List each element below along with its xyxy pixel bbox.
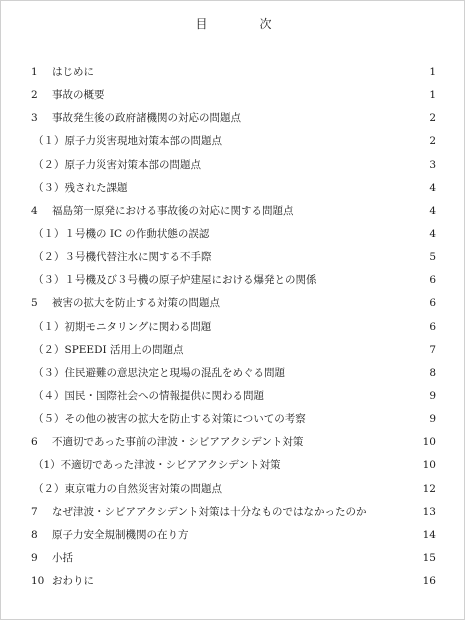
toc-entry-page: 7 xyxy=(429,343,436,356)
toc-entry[interactable] xyxy=(1,111,465,134)
toc-entry-number: 8 xyxy=(31,528,38,541)
toc-entry-page: 13 xyxy=(422,505,436,518)
toc-entry[interactable] xyxy=(1,528,465,551)
toc-entry-page: 14 xyxy=(422,528,436,541)
toc-entry-page: 2 xyxy=(429,112,436,125)
toc-entry-page: 16 xyxy=(422,575,436,588)
toc-entry[interactable] xyxy=(1,227,465,250)
toc-entry-page: 15 xyxy=(422,551,436,564)
toc-entry-number: 4 xyxy=(31,204,38,217)
toc-entry-label: （３）残された課題 xyxy=(33,181,128,194)
toc-entry-label: 原子力安全規制機関の在り方 xyxy=(52,528,189,541)
toc-entry-page: 9 xyxy=(429,413,436,426)
toc-entry[interactable] xyxy=(1,65,465,88)
toc-title: 目 次 xyxy=(195,17,292,31)
toc-entry-page: 4 xyxy=(429,204,436,217)
toc-entry-page: 6 xyxy=(429,274,436,287)
toc-entry-page: 2 xyxy=(429,135,436,148)
toc-entry-number: 5 xyxy=(31,297,38,310)
toc-entry-label: 事故の概要 xyxy=(52,89,105,102)
toc-entry[interactable] xyxy=(1,273,465,296)
toc-entry-label: おわりに xyxy=(52,575,94,588)
toc-entry[interactable] xyxy=(1,181,465,204)
toc-entry-label: 事故発生後の政府諸機関の対応の問題点 xyxy=(52,112,241,125)
toc-entry-page: 1 xyxy=(429,66,436,78)
toc-entry-page: 10 xyxy=(422,459,436,472)
toc-entry-number: 9 xyxy=(31,551,38,564)
toc-entry-page: 4 xyxy=(429,181,436,194)
toc-entry-page: 6 xyxy=(429,320,436,333)
toc-entry[interactable] xyxy=(1,366,465,389)
toc-entry-page: 9 xyxy=(429,389,436,402)
toc-entry-page: 8 xyxy=(429,366,436,379)
toc-entry-number: 6 xyxy=(31,436,38,449)
toc-entry[interactable] xyxy=(1,389,465,412)
toc-entry[interactable] xyxy=(1,88,465,111)
toc-entry-label: （１）原子力災害現地対策本部の問題点 xyxy=(33,135,222,148)
toc-entry[interactable] xyxy=(1,158,465,181)
toc-entry-label: （４）国民・国際社会への情報提供に関わる問題 xyxy=(33,389,264,402)
toc-entry[interactable] xyxy=(1,482,465,505)
toc-entry-label: 不適切であった事前の津波・シビアアクシデント対策 xyxy=(52,436,304,449)
toc-entry-label: （1）不適切であった津波・シビアアクシデント対策 xyxy=(33,459,281,472)
toc-entry-label: （１）１号機の IC の作動状態の誤認 xyxy=(33,227,210,240)
toc-entry[interactable] xyxy=(1,250,465,273)
toc-entry-page: 6 xyxy=(429,297,436,310)
toc-entry-page: 5 xyxy=(429,251,436,264)
toc-entry-page: 12 xyxy=(422,482,436,495)
toc-entry-label: 小括 xyxy=(52,551,73,564)
toc-entry[interactable] xyxy=(1,574,465,597)
toc-entry-number: 7 xyxy=(31,505,38,518)
toc-entry-page: 3 xyxy=(429,158,436,171)
toc-entry-number: 2 xyxy=(31,89,38,102)
toc-entry-label: 被害の拡大を防止する対策の問題点 xyxy=(52,297,220,310)
toc-entry[interactable] xyxy=(1,296,465,319)
toc-entry[interactable] xyxy=(1,435,465,458)
toc-entry[interactable] xyxy=(1,343,465,366)
toc-entry-page: 10 xyxy=(422,436,436,449)
toc-entry-page: 1 xyxy=(429,89,436,102)
toc-entry-label: （３）１号機及び３号機の原子炉建屋における爆発との関係 xyxy=(33,274,317,287)
toc-entry[interactable] xyxy=(1,204,465,227)
toc-entry-number: 10 xyxy=(31,575,45,588)
toc-entry-label: （２）３号機代替注水に関する不手際 xyxy=(33,251,212,264)
toc-entry-label: （３）住民避難の意思決定と現場の混乱をめぐる問題 xyxy=(33,366,285,379)
toc-entry[interactable] xyxy=(1,320,465,343)
toc-entry[interactable] xyxy=(1,412,465,435)
toc-entry-label: （２）SPEEDI 活用上の問題点 xyxy=(33,343,184,356)
toc-entry[interactable] xyxy=(1,134,465,157)
table-of-contents xyxy=(1,65,465,597)
toc-entry-page: 4 xyxy=(429,227,436,240)
toc-entry-label: （２）東京電力の自然災害対策の問題点 xyxy=(33,482,222,495)
toc-entry[interactable] xyxy=(1,551,465,574)
toc-entry-number: 1 xyxy=(31,66,38,78)
toc-entry-label: （５）その他の被害の拡大を防止する対策についての考察 xyxy=(33,413,306,426)
toc-entry-label: なぜ津波・シビアアクシデント対策は十分なものではなかったのか xyxy=(52,505,367,518)
toc-entry-label: （１）初期モニタリングに関わる問題 xyxy=(33,320,212,333)
toc-entry-label: はじめに xyxy=(52,66,94,78)
toc-entry-label: 福島第一原発における事故後の対応に関する問題点 xyxy=(52,204,294,217)
toc-entry[interactable] xyxy=(1,505,465,528)
toc-entry[interactable] xyxy=(1,458,465,481)
toc-entry-number: 3 xyxy=(31,112,38,125)
toc-entry-label: （２）原子力災害対策本部の問題点 xyxy=(33,158,201,171)
